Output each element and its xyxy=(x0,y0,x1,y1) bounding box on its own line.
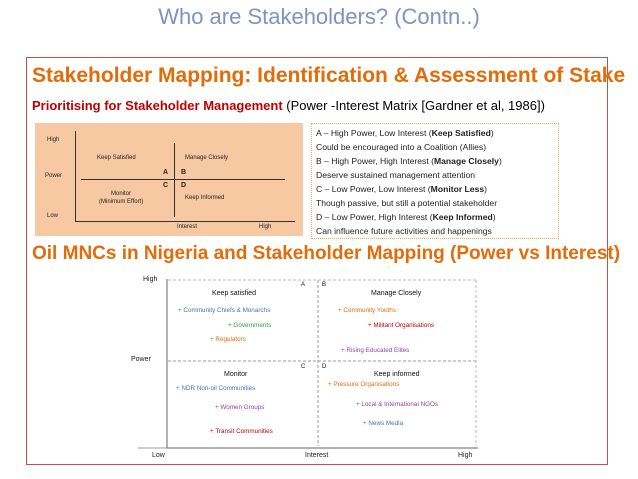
quadrant-d-item: + Pressure Organisations xyxy=(328,381,400,388)
small-y-high: High xyxy=(47,137,60,143)
legend-b-line xyxy=(316,154,554,168)
legend-b-letter: B xyxy=(316,156,322,166)
mapping-heading: Stakeholder Mapping: Identification & Assessment of Stake xyxy=(32,64,626,87)
legend-c-letter: C xyxy=(316,184,323,194)
quadrant-d-letter: D xyxy=(322,364,327,370)
quadrant-c-item: + Women Groups xyxy=(215,404,265,411)
legend-c-line xyxy=(316,182,554,196)
small-quadrant-c: C xyxy=(163,182,169,189)
legend-c-line2: Though passive, but still a potential stakeholder xyxy=(316,198,498,208)
prioritising-rest: (Power -Interest Matrix [Gardner et al, 1986]) xyxy=(282,98,545,113)
y-axis-line xyxy=(75,131,76,221)
x-axis-line xyxy=(75,221,295,222)
legend-d-line xyxy=(316,210,554,224)
legend-d-end: ) xyxy=(492,212,496,222)
quadrant-d-item: + News Media xyxy=(363,420,404,427)
quadrant-a-title: Keep satisfied xyxy=(212,290,256,297)
legend-a-end: ) xyxy=(490,128,494,138)
quadrant-c-item: + Transit Communities xyxy=(210,428,273,435)
legend-d-text: – Low Power, High Interest ( xyxy=(322,212,433,222)
legend-a-text: – High Power, Low Interest ( xyxy=(321,128,432,138)
small-monitor: Monitor xyxy=(111,191,132,197)
legend-b-line2: Deserve sustained management attention xyxy=(316,170,476,180)
quadrant-c-title: Monitor xyxy=(224,371,248,378)
quadrant-d-title: Keep informed xyxy=(374,371,420,378)
quadrant-c-letter: C xyxy=(301,364,306,370)
legend-a-line2: Could be encouraged into a Coalition (Allies) xyxy=(316,142,487,152)
small-y-low: Low xyxy=(47,213,59,219)
small-quadrant-b: B xyxy=(181,169,187,176)
small-keep-satisfied: Keep Satisfied xyxy=(97,155,136,161)
big-y-power: Power xyxy=(131,356,151,363)
legend-b-text: – High Power, High Interest ( xyxy=(321,156,434,166)
legend-b-bold: Manage Closely xyxy=(433,156,499,166)
big-x-interest: Interest xyxy=(305,452,329,459)
small-x-interest: Interest xyxy=(177,224,198,230)
matrix-legend xyxy=(311,123,559,239)
quadrant-a-item: + Regulators xyxy=(210,336,246,343)
small-minimum-effort: (Minimum Effort) xyxy=(99,199,144,205)
quadrant-b-item: + Militant Organisations xyxy=(368,322,434,329)
small-keep-informed: Keep Informed xyxy=(185,195,225,201)
quadrant-a-letter: A xyxy=(301,282,306,288)
power-interest-matrix-image xyxy=(35,123,303,236)
quadrant-a-item: + Governments xyxy=(228,322,272,329)
legend-a-bold: Keep Satisfied xyxy=(431,128,491,138)
quadrant-b-letter: B xyxy=(322,282,327,288)
big-x-low: Low xyxy=(152,452,165,459)
horizontal-divider xyxy=(81,179,285,180)
legend-a-line xyxy=(316,126,554,140)
big-x-high: High xyxy=(458,452,473,459)
small-x-high: High xyxy=(259,224,272,230)
nigeria-heading: Oil MNCs in Nigeria and Stakeholder Mapping (Power vs Interest) xyxy=(32,243,621,264)
quadrant-b-title: Manage Closely xyxy=(371,290,422,297)
quadrant-c-item: + NDR Non-oil Communities xyxy=(176,385,256,392)
legend-d-bold: Keep Informed xyxy=(432,212,493,222)
small-quadrant-a: A xyxy=(163,169,169,176)
legend-a-letter: A xyxy=(316,128,322,138)
small-quadrant-d: D xyxy=(181,182,187,189)
legend-c-text: – Low Power, Low Interest ( xyxy=(322,184,431,194)
quadrant-b-item: + Community Youths xyxy=(338,307,396,314)
quadrant-b-item: + Rising Educated Elites xyxy=(341,347,410,354)
small-manage-closely: Manage Closely xyxy=(185,155,229,161)
legend-d-letter: D xyxy=(316,212,323,222)
slide-title: Who are Stakeholders? (Contn..) xyxy=(158,4,480,29)
small-y-power: Power xyxy=(45,173,63,179)
quadrant-d-item: + Local & International NGOs xyxy=(356,401,439,408)
legend-b-end: ) xyxy=(498,156,502,166)
legend-c-end: ) xyxy=(484,184,488,194)
legend-c-bold: Monitor Less xyxy=(430,184,485,194)
legend-d-line2: Can influence future activities and happenings xyxy=(316,226,492,236)
quadrant-a-item: + Community Chiefs & Monarchs xyxy=(178,307,271,314)
prioritising-line xyxy=(32,98,545,113)
big-y-high: High xyxy=(143,276,158,283)
vertical-divider xyxy=(174,143,175,217)
prioritising-bold: Prioritising for Stakeholder Management xyxy=(32,98,283,113)
